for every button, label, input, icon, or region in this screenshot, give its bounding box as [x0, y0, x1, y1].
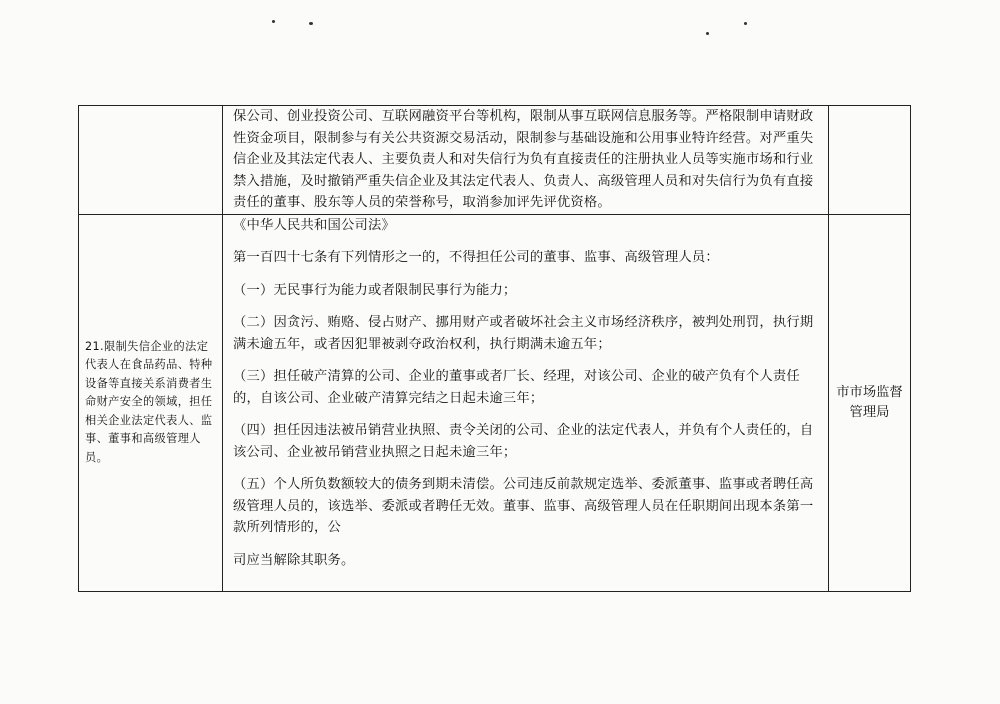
law-title: 《中华人民共和国公司法》	[233, 217, 395, 233]
law-article: 第一百四十七条有下列情形之一的，不得担任公司的董事、监事、高级管理人员：	[233, 250, 719, 265]
department-name: 市市场监督管理局	[836, 384, 903, 420]
scan-speck	[272, 20, 275, 23]
scan-speck	[706, 32, 709, 35]
measures-table	[78, 105, 911, 592]
law-clause: （三）担任破产清算的公司、企业的董事或者厂长、经理，对该公司、企业的破产负有个人责任的，自该公司、企业破产清算完结之日起未逾三年；	[233, 369, 800, 406]
table-row	[79, 106, 911, 215]
department-cell-empty	[829, 106, 911, 215]
item-text: 21.限制失信企业的法定代表人在食品药品、特种设备等直接关系消费者生命财产安全的领域，担任相关企业法定代表人、监事、董事和高级管理人员。	[85, 339, 213, 464]
content-paragraph: 保公司、创业投资公司、互联网融资平台等机构，限制从事互联网信息服务等。严格限制申请财政性资金项目，限制参与有关公共资源交易活动，限制参与基础设施和公用事业特许经营。对严重失信企业及其法定代表人、主要负责人和对失信行为负有直接责任的注册执业人员等实施市场和行业禁入措施，及时撤销严重失信企业及其法定代表人、负责人、高级管理人员和对失信行为负有直接责任的董事、股东等人员的荣誉称号，取消参加评先评优资格。	[233, 109, 814, 210]
scan-speck	[309, 22, 313, 25]
law-clause-continued: 司应当解除其职务。	[233, 552, 355, 568]
scan-speck	[744, 22, 747, 25]
item-cell	[79, 214, 223, 591]
law-clause: （二）因贪污、贿赂、侵占财产、挪用财产或者破坏社会主义市场经济秩序，被判处刑罚，执行期满未逾五年，或者因犯罪被剥夺政治权利，执行期满未逾五年；	[233, 315, 814, 352]
law-clause: （一）无民事行为能力或者限制民事行为能力；	[233, 282, 517, 298]
department-cell	[829, 214, 911, 591]
table-row	[79, 214, 911, 591]
law-clause: （五）个人所负数额较大的债务到期未清偿。公司违反前款规定选举、委派董事、监事或者聘任高级管理人员的，该选举、委派或者聘任无效。董事、监事、高级管理人员在任职期间出现本条第一款所列情形的，公	[233, 477, 814, 535]
law-text	[223, 215, 828, 572]
law-clause: （四）担任因违法被吊销营业执照、责令关闭的公司、企业的法定代表人，并负有个人责任的，自该公司、企业被吊销营业执照之日起未逾三年；	[233, 423, 814, 460]
content-cell	[223, 106, 829, 215]
item-cell-empty	[79, 106, 223, 215]
law-cell	[223, 214, 829, 591]
